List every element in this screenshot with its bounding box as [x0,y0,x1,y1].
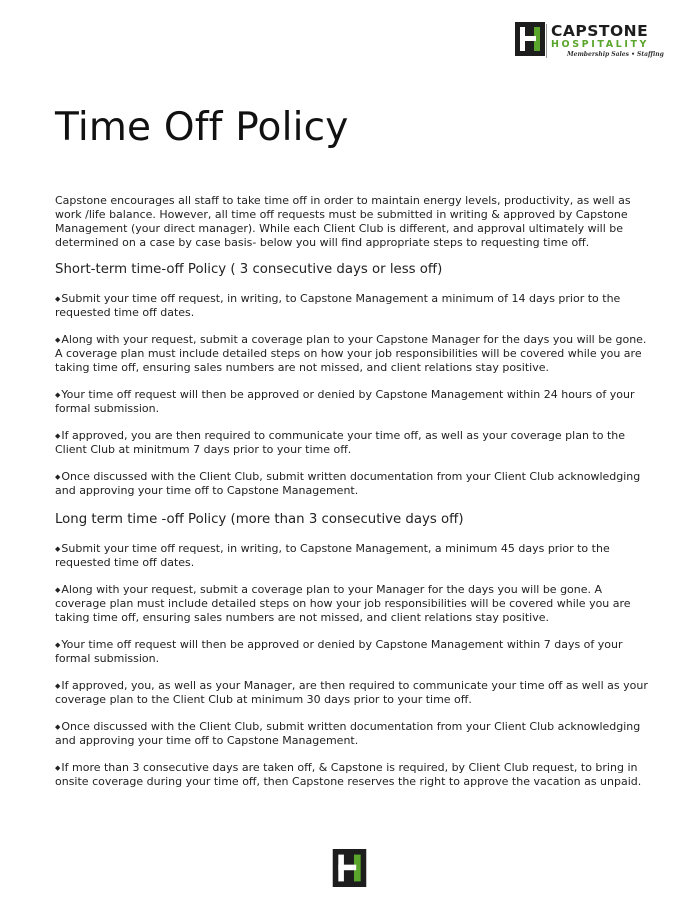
long-term-heading: Long term time -off Policy (more than 3 consecutive days off) [55,512,464,527]
policy-step-text: Your time off request will then be approved or denied by Capstone Management within 24 hours of your formal submission. [55,388,635,415]
policy-step-text: If approved, you are then required to communicate your time off, as well as your coverage plan to the Client Club at minitmum 7 days prior to your time off. [55,429,626,456]
policy-step-text: Submit your time off request, in writing, to Capstone Management a minimum of 14 days prior to the requested time off dates. [55,292,621,319]
diamond-bullet-icon: ◆ [55,336,61,344]
policy-content [55,194,650,802]
policy-step-text: Submit your time off request, in writing, to Capstone Management, a minimum 45 days prior to the requested time off dates. [55,542,610,569]
footer-logo-icon [332,849,367,887]
policy-step [55,333,650,375]
policy-step-text: Once discussed with the Client Club, submit written documentation from your Client Club acknowledging and approving your time off to Capstone Management. [55,720,641,747]
policy-step [55,761,650,789]
policy-step-text: Along with your request, submit a coverage plan to your Manager for the days you will be gone. A coverage plan must include detailed steps on how your job responsibilities will be covered while you are taking time off, ensuring sales numbers are not missed, and client relations stay positive. [55,583,631,624]
diamond-bullet-icon: ◆ [55,545,61,553]
policy-step-text: Once discussed with the Client Club, submit written documentation from your Client Club acknowledging and approving your time off to Capstone Management. [55,470,641,497]
policy-step [55,429,650,457]
logo-name: CAPSTONE [551,22,649,40]
page-title: Time Off Policy [55,105,349,150]
diamond-bullet-icon: ◆ [55,764,61,772]
policy-step-text: If more than 3 consecutive days are taken off, & Capstone is required, by Client Club request, to bring in onsite coverage during your time off, then Capstone reserves the right to approve the vacation as unpaid. [55,761,642,788]
long-term-list [55,542,650,789]
policy-step [55,470,650,498]
short-term-list [55,292,650,498]
diamond-bullet-icon: ◆ [55,391,61,399]
diamond-bullet-icon: ◆ [55,473,61,481]
intro-paragraph: Capstone encourages all staff to take time off in order to maintain energy levels, productivity, as well as work /life balance. However, all time off requests must be submitted in writing & approved by Capstone Management (your direct manager). While each Client Club is different, and approval ultimately will be determined on a case by case basis- below you will find appropriate steps to requesting time off. [55,194,631,249]
diamond-bullet-icon: ◆ [55,682,61,690]
policy-step [55,679,650,707]
short-term-heading: Short-term time-off Policy ( 3 consecutive days or less off) [55,262,443,277]
logo-sub: HOSPITALITY [551,39,650,50]
diamond-bullet-icon: ◆ [55,586,61,594]
diamond-bullet-icon: ◆ [55,641,61,649]
policy-step [55,720,650,748]
policy-step [55,292,650,320]
header-logo [515,22,677,62]
policy-step [55,638,650,666]
logo-divider [546,24,547,58]
diamond-bullet-icon: ◆ [55,723,61,731]
policy-step-text: If approved, you, as well as your Manager, are then required to communicate your time off as well as your coverage plan to the Client Club at minimum 30 days prior to your time off. [55,679,648,706]
policy-step-text: Along with your request, submit a coverage plan to your Capstone Manager for the days you will be gone. A coverage plan must include detailed steps on how your job responsibilities will be covered while you are taking time off, ensuring sales numbers are not missed, and client relations stay positive. [55,333,647,374]
diamond-bullet-icon: ◆ [55,432,61,440]
logo-tagline: Membership Sales • Staffing [567,51,664,58]
diamond-bullet-icon: ◆ [55,295,61,303]
policy-step [55,388,650,416]
policy-step [55,542,650,570]
policy-step-text: Your time off request will then be approved or denied by Capstone Management within 7 days of your formal submission. [55,638,623,665]
capstone-logo-icon [515,22,545,56]
policy-step [55,583,650,625]
